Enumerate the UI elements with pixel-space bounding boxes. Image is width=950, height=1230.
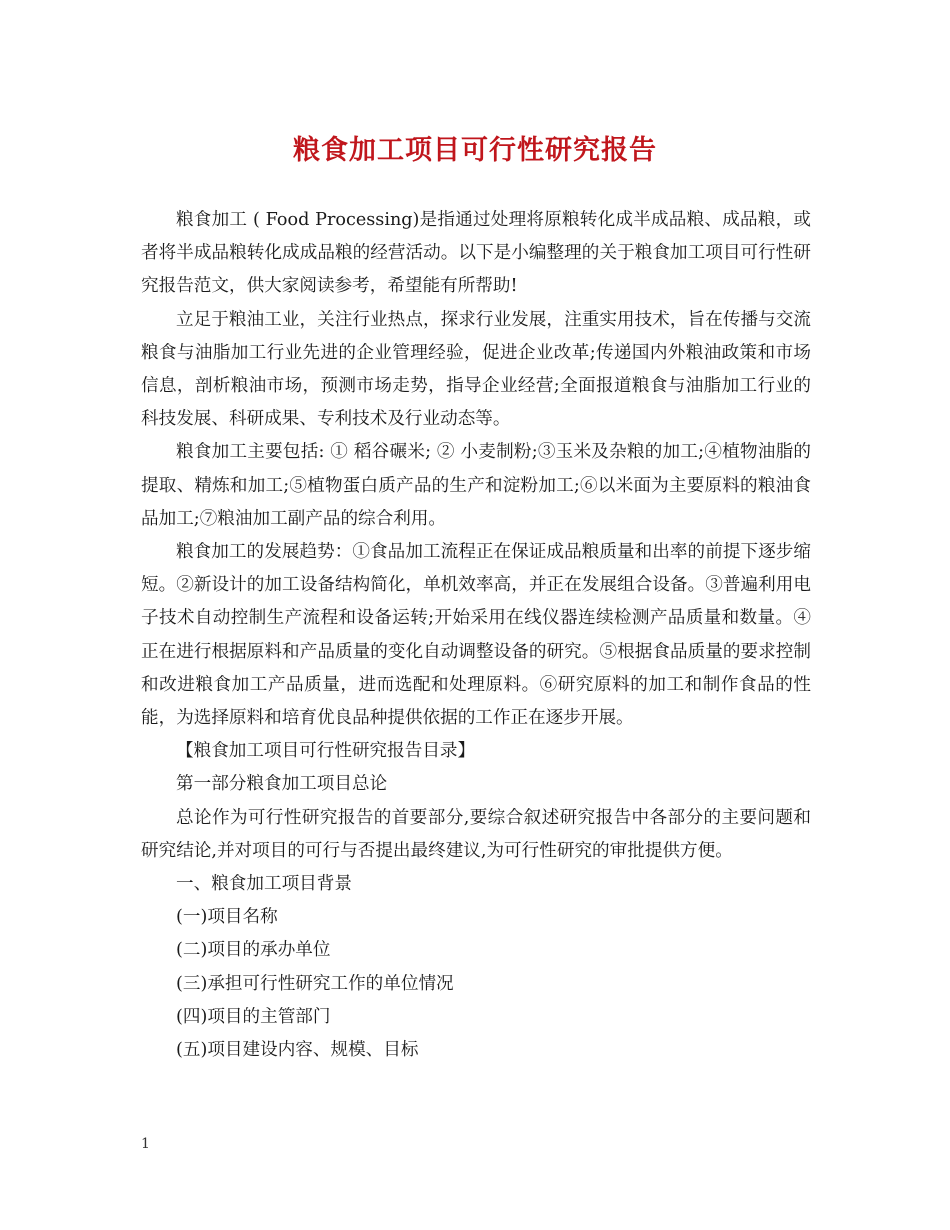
section-one-heading: 一、粮食加工项目背景 [176,874,352,895]
intro-paragraph: 粮食加工 ( Food Processing)是指通过处理将原粮转化成半成品粮、成品粮，或者将半成品粮转化成成品粮的经营活动。以下是小编整理的关于粮食加工项目可行性研究报告范文，供大家阅读参考，希望能有所帮助! [141,210,811,297]
industry-paragraph: 立足于粮油工业，关注行业热点，探求行业发展，注重实用技术，旨在传播与交流粮食与油脂加工行业先进的企业管理经验，促进企业改革;传递国内外粮油政策和市场信息，剖析粮油市场，预测市场走势，指导企业经营;全面报道粮食与油脂加工行业的科技发展、科研成果、专利技术及行业动态等。 [141,309,811,430]
scope-paragraph: 粮食加工主要包括: ① 稻谷碾米; ② 小麦制粉;③玉米及杂粮的加工;④植物油脂的提取、精炼和加工;⑤植物蛋白质产品的生产和淀粉加工;⑥以米面为主要原料的粮油食品加工;⑦粮油加工副产品的综合利用。 [141,442,811,529]
toc-heading: 【粮食加工项目可行性研究报告目录】 [176,741,476,762]
part-one-intro: 总论作为可行性研究报告的首要部分,要综合叙述研究报告中各部分的主要问题和研究结论,并对项目的可行与否提出最终建议,为可行性研究的审批提供方便。 [141,807,811,861]
section-item-project-name: (一)项目名称 [176,907,278,928]
section-item-research-unit: (三)承担可行性研究工作的单位情况 [176,973,454,994]
trends-paragraph: 粮食加工的发展趋势：①食品加工流程正在保证成品粮质量和出率的前提下逐步缩短。②新设计的加工设备结构简化，单机效率高，并正在发展组合设备。③普遍利用电子技术自动控制生产流程和设备运转;开始采用在线仪器连续检测产品质量和数量。④正在进行根据原料和产品质量的变化自动调整设备的研究。⑤根据食品质量的要求控制和改进粮食加工产品质量，进而选配和处理原料。⑥研究原料的加工和制作食品的性能，为选择原料和培育优良品种提供依据的工作正在逐步开展。 [141,542,811,729]
part-one-heading: 第一部分粮食加工项目总论 [176,774,388,795]
section-item-competent-department: (四)项目的主管部门 [176,1006,331,1027]
section-item-undertaking-unit: (二)项目的承办单位 [176,940,331,961]
document-title: 粮食加工项目可行性研究报告 [293,135,657,166]
page-number: 1 [141,1136,150,1152]
section-item-construction-scope: (五)项目建设内容、规模、目标 [176,1040,419,1061]
document-body [141,204,811,1067]
